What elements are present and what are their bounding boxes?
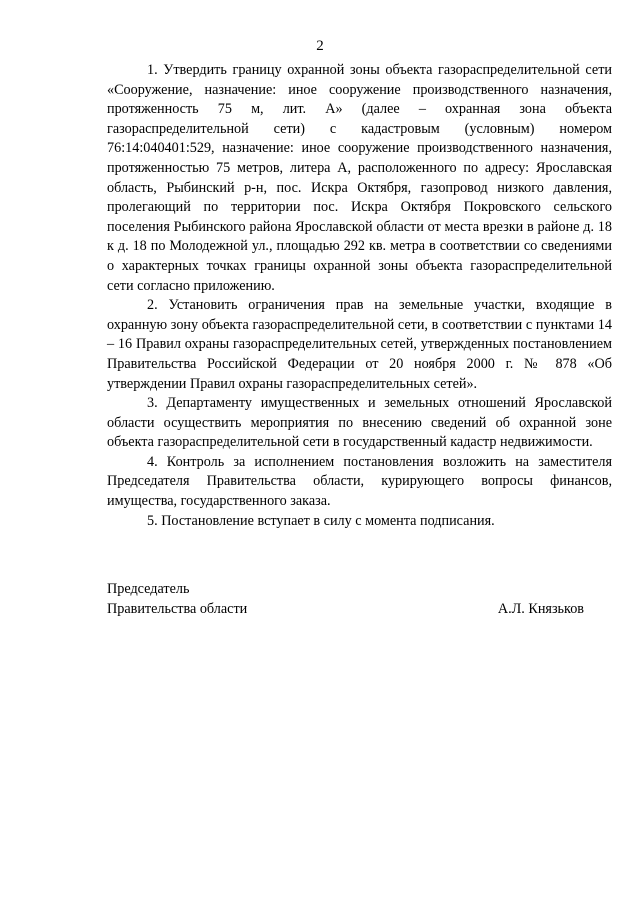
signature-line: [107, 600, 612, 620]
signatory-title-line2: Правительства области: [107, 600, 248, 617]
paragraph-3: 3. Департаменту имущественных и земельных отношений Ярославской области осуществить мероприятия по внесению сведений об охранной зоне объекта газораспределительной сети в государственный кадастр недвижимости.: [107, 395, 612, 451]
page-number: 2: [316, 38, 324, 54]
signature-block: [107, 580, 612, 619]
signatory-name: А.Л. Князьков: [497, 600, 584, 617]
paragraph-4: 4. Контроль за исполнением постановления возложить на заместителя Председателя Правительства области, курирующего вопросы финансов, имущества, государственного заказа.: [107, 453, 612, 510]
signatory-title-line1: Председатель: [107, 581, 190, 597]
paragraph-1: 1. Утвердить границу охранной зоны объекта газораспределительной сети «Сооружение, назначение: иное сооружение производственного назначения, протяженность 75 м, лит. А» (далее – охранная зона объекта газораспределительной сети) с кадастровым (условным) номером 76:14:040401:529, назначение: иное сооружение производственного назначения, протяженностью 75 метров, литера А, расположенного по адресу: Ярославская область, Рыбинский р-н, пос. Искра Октября, газопровод низкого давления, пролегающий по территории пос. Искра Октября Покровского сельского поселения Рыбинского района Ярославской области от места врезки в районе д. 18 к д. 18 по Молодежной ул., площадью 292 кв. метра в соответствии со сведениями о характерных точках границы охранной зоны объекта газораспределительной сети согласно приложению.: [107, 62, 612, 294]
document-body: [107, 61, 612, 531]
paragraph-2: 2. Установить ограничения прав на земельные участки, входящие в охранную зону объекта газораспределительной сети, в соответствии с пунктами 14 – 16 Правил охраны газораспределительных сетей, утвержденных постановлением Правительства Российской Федерации от 20 ноября 2000 г. № 878 «Об утверждении Правил охраны газораспределительных сетей».: [107, 297, 612, 392]
paragraph-5: 5. Постановление вступает в силу с момента подписания.: [147, 512, 495, 529]
